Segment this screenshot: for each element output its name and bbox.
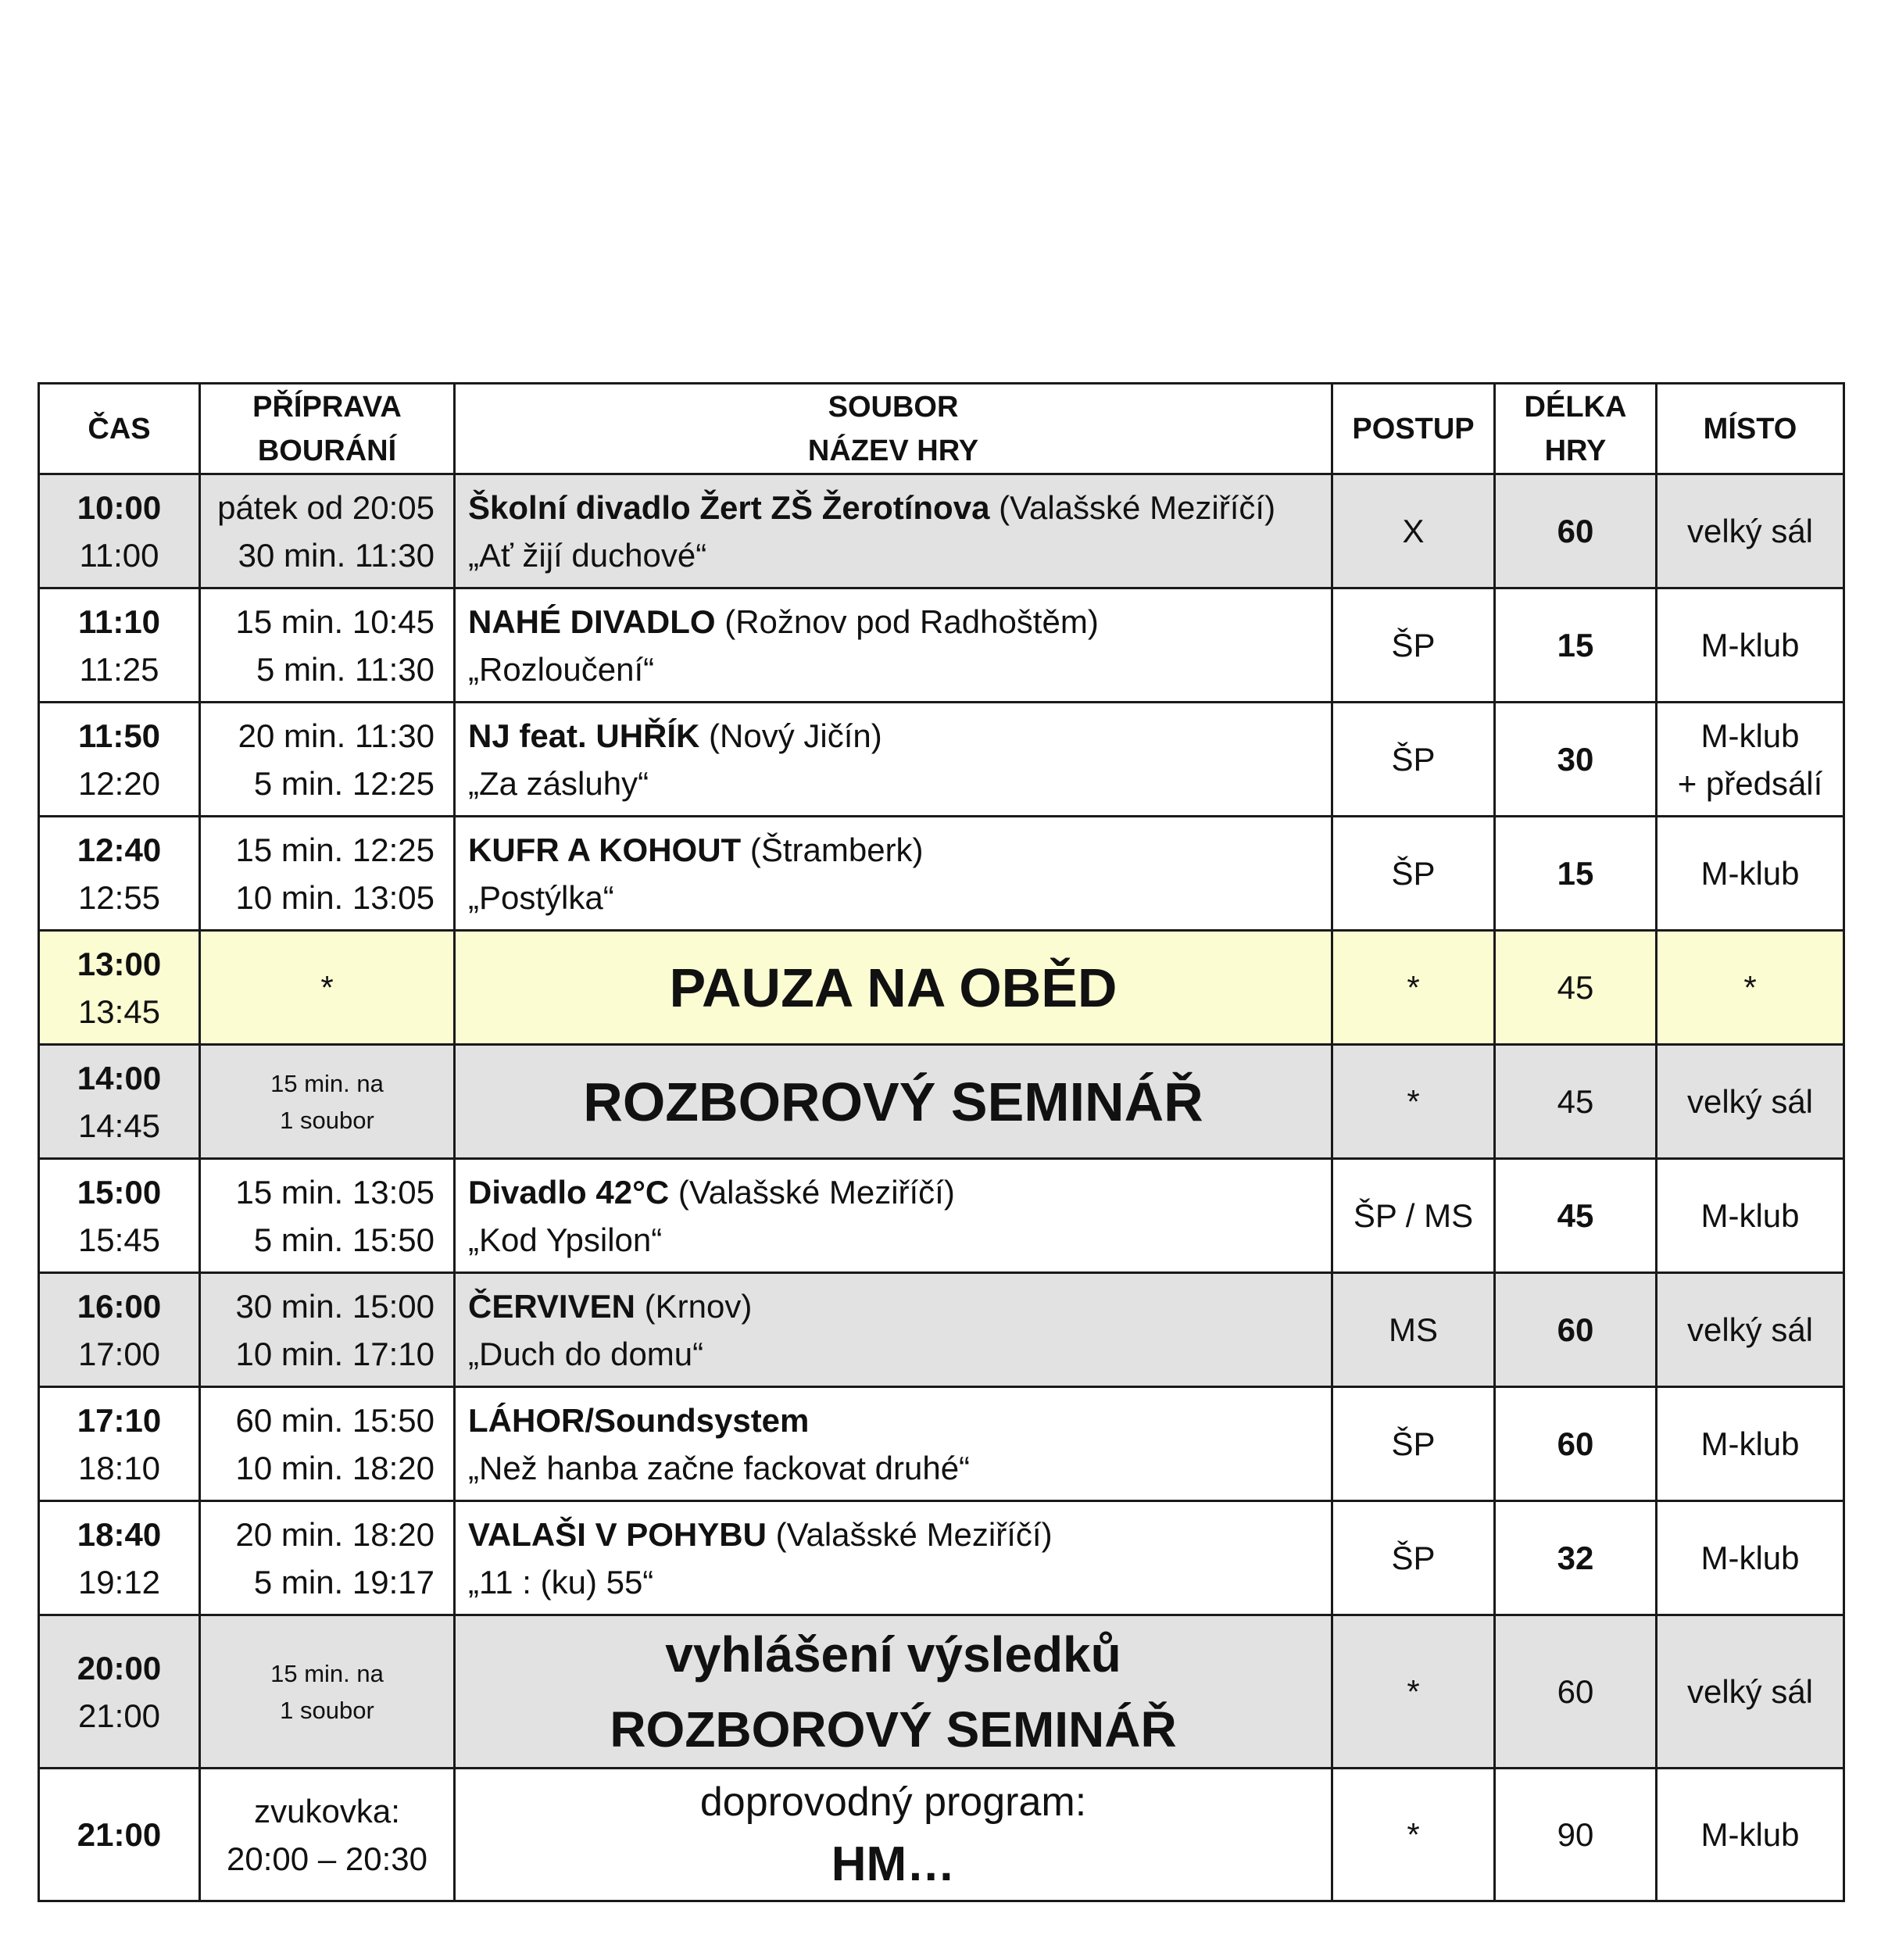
place-cell: M-klub: [1657, 588, 1844, 703]
table-row: [39, 588, 1844, 703]
place-cell: *: [1657, 931, 1844, 1045]
table-row: [39, 1159, 1844, 1273]
place-cell: M-klub: [1657, 1387, 1844, 1501]
accompanying-program-title: doprovodný program: HM…: [455, 1769, 1332, 1901]
length-cell: 60: [1495, 1615, 1657, 1769]
ensemble-cell: NAHÉ DIVADLO (Rožnov pod Radhoštěm) „Rozloučení“: [455, 588, 1332, 703]
length-cell: 45: [1495, 931, 1657, 1045]
ensemble-cell: LÁHOR/Soundsystem „Než hanba začne fackovat druhé“: [455, 1387, 1332, 1501]
place-cell: M-klub: [1657, 817, 1844, 931]
seminar-title: ROZBOROVÝ SEMINÁŘ: [455, 1045, 1332, 1159]
lunch-break-title: PAUZA NA OBĚD: [455, 931, 1332, 1045]
time-cell: 17:10 18:10: [39, 1387, 200, 1501]
postup-cell: X: [1332, 474, 1495, 588]
time-cell: 15:00 15:45: [39, 1159, 200, 1273]
table-row: [39, 474, 1844, 588]
time-cell: 14:00 14:45: [39, 1045, 200, 1159]
prep-cell: 20 min. 18:20 5 min. 19:17: [200, 1501, 455, 1615]
postup-cell: MS: [1332, 1273, 1495, 1387]
prep-cell: *: [200, 931, 455, 1045]
prep-cell: 15 min. 12:25 10 min. 13:05: [200, 817, 455, 931]
length-cell: 60: [1495, 1387, 1657, 1501]
postup-cell: *: [1332, 931, 1495, 1045]
place-cell: M-klub: [1657, 1501, 1844, 1615]
prep-cell: pátek od 20:05 30 min. 11:30: [200, 474, 455, 588]
length-cell: 60: [1495, 1273, 1657, 1387]
table-row: [39, 1045, 1844, 1159]
header-misto: MÍSTO: [1657, 384, 1844, 474]
postup-cell: ŠP: [1332, 1387, 1495, 1501]
time-cell: 11:50 12:20: [39, 703, 200, 817]
table-row: [39, 1501, 1844, 1615]
ensemble-cell: NJ feat. UHŘÍK (Nový Jičín) „Za zásluhy“: [455, 703, 1332, 817]
length-cell: 90: [1495, 1769, 1657, 1901]
postup-cell: *: [1332, 1769, 1495, 1901]
prep-cell: 15 min. 13:05 5 min. 15:50: [200, 1159, 455, 1273]
time-cell: 18:40 19:12: [39, 1501, 200, 1615]
length-cell: 60: [1495, 474, 1657, 588]
time-cell: 11:10 11:25: [39, 588, 200, 703]
postup-cell: ŠP: [1332, 703, 1495, 817]
schedule-table: [38, 382, 1845, 1902]
place-cell: M-klub + předsálí: [1657, 703, 1844, 817]
prep-cell: 15 min. na 1 soubor: [200, 1045, 455, 1159]
time-cell: 10:00 11:00: [39, 474, 200, 588]
prep-cell: 15 min. na 1 soubor: [200, 1615, 455, 1769]
ensemble-cell: VALAŠI V POHYBU (Valašské Meziříčí) „11 : (ku) 55“: [455, 1501, 1332, 1615]
results-seminar-title: vyhlášení výsledků ROZBOROVÝ SEMINÁŘ: [455, 1615, 1332, 1769]
table-row: [39, 703, 1844, 817]
postup-cell: *: [1332, 1045, 1495, 1159]
header-cas: ČAS: [39, 384, 200, 474]
time-cell: 12:40 12:55: [39, 817, 200, 931]
place-cell: velký sál: [1657, 1045, 1844, 1159]
table-row: [39, 817, 1844, 931]
place-cell: velký sál: [1657, 1615, 1844, 1769]
table-row: [39, 931, 1844, 1045]
ensemble-cell: ČERVIVEN (Krnov) „Duch do domu“: [455, 1273, 1332, 1387]
time-cell: 21:00: [39, 1769, 200, 1901]
postup-cell: ŠP / MS: [1332, 1159, 1495, 1273]
place-cell: velký sál: [1657, 474, 1844, 588]
table-row: [39, 1615, 1844, 1769]
place-cell: M-klub: [1657, 1159, 1844, 1273]
prep-cell: 15 min. 10:45 5 min. 11:30: [200, 588, 455, 703]
place-cell: M-klub: [1657, 1769, 1844, 1901]
ensemble-cell: Školní divadlo Žert ZŠ Žerotínova (Valašské Meziříčí) „Ať žijí duchové“: [455, 474, 1332, 588]
table-row: [39, 1387, 1844, 1501]
length-cell: 30: [1495, 703, 1657, 817]
ensemble-cell: KUFR A KOHOUT (Štramberk) „Postýlka“: [455, 817, 1332, 931]
length-cell: 45: [1495, 1159, 1657, 1273]
length-cell: 15: [1495, 588, 1657, 703]
length-cell: 32: [1495, 1501, 1657, 1615]
prep-cell: 60 min. 15:50 10 min. 18:20: [200, 1387, 455, 1501]
time-cell: 20:00 21:00: [39, 1615, 200, 1769]
header-soubor: SOUBOR NÁZEV HRY: [455, 384, 1332, 474]
table-row: [39, 1769, 1844, 1901]
prep-cell: zvukovka: 20:00 – 20:30: [200, 1769, 455, 1901]
header-delka: DÉLKA HRY: [1495, 384, 1657, 474]
postup-cell: ŠP: [1332, 588, 1495, 703]
prep-cell: 20 min. 11:30 5 min. 12:25: [200, 703, 455, 817]
header-row: [39, 384, 1844, 474]
postup-cell: ŠP: [1332, 1501, 1495, 1615]
place-cell: velký sál: [1657, 1273, 1844, 1387]
time-cell: 13:00 13:45: [39, 931, 200, 1045]
ensemble-cell: Divadlo 42°C (Valašské Meziříčí) „Kod Ypsilon“: [455, 1159, 1332, 1273]
postup-cell: *: [1332, 1615, 1495, 1769]
length-cell: 15: [1495, 817, 1657, 931]
table-row: [39, 1273, 1844, 1387]
header-priprava: PŘÍPRAVA BOURÁNÍ: [200, 384, 455, 474]
header-postup: POSTUP: [1332, 384, 1495, 474]
time-cell: 16:00 17:00: [39, 1273, 200, 1387]
postup-cell: ŠP: [1332, 817, 1495, 931]
prep-cell: 30 min. 15:00 10 min. 17:10: [200, 1273, 455, 1387]
length-cell: 45: [1495, 1045, 1657, 1159]
